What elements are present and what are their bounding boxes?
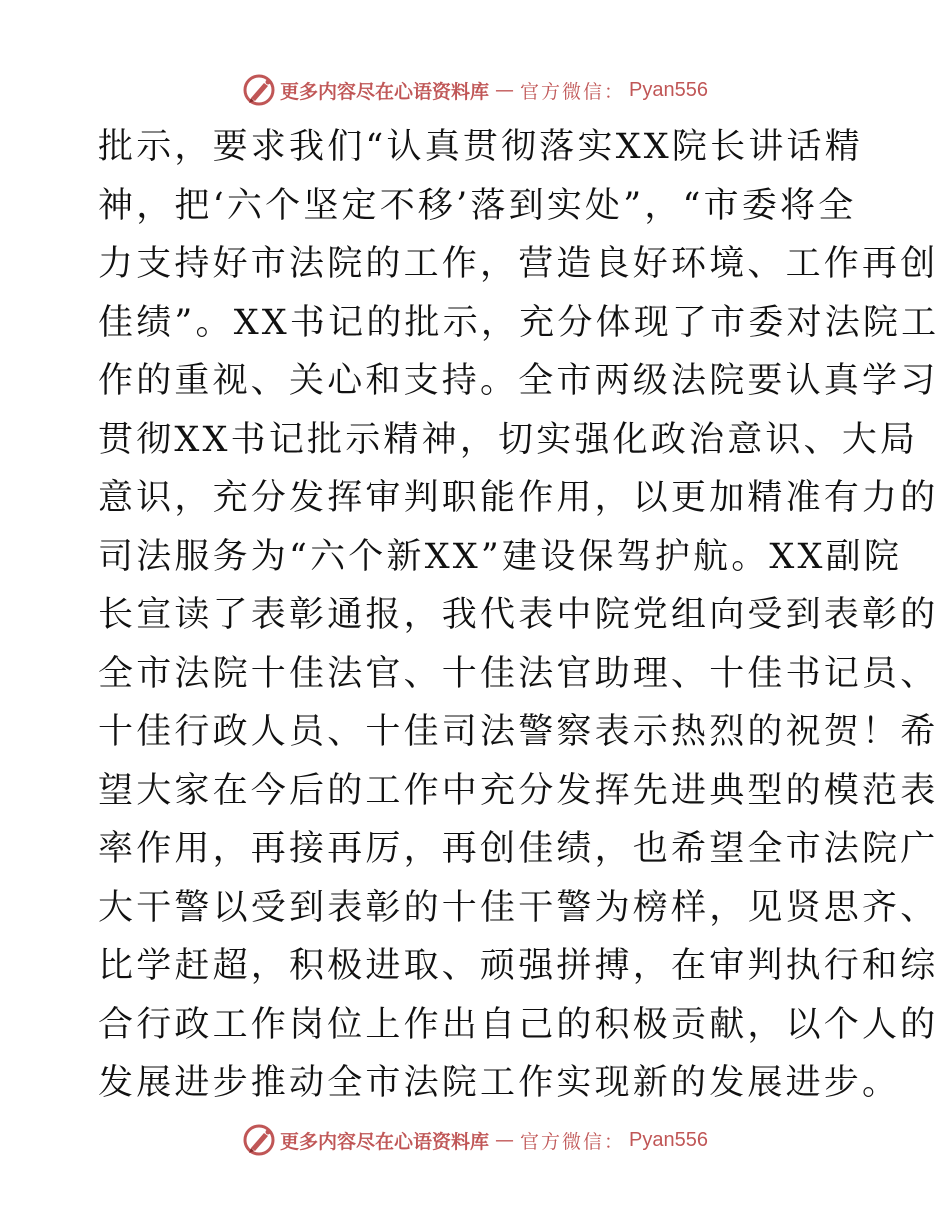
text-line: 率作用，再接再厉，再创佳绩，也希望全市法院广: [98, 829, 939, 869]
text-line: 合行政工作岗位上作出自己的积极贡献，以个人的: [98, 1004, 939, 1045]
text-line: 作的重视、关心和支持。全市两级法院要认真学习: [98, 361, 939, 401]
pen-circle-logo-icon: [242, 1123, 276, 1157]
watermark-separator: —: [495, 1129, 515, 1151]
text-line: 望大家在今后的工作中充分发挥先进典型的模范表: [98, 770, 939, 811]
text-line: 大干警以受到表彰的十佳干警为榜样，见贤思齐、: [98, 887, 939, 928]
watermark-wechat-id: Pyan556: [629, 78, 708, 101]
text-line: 全市法院十佳法官、十佳法官助理、十佳书记员、: [98, 653, 939, 694]
header-watermark: [0, 72, 950, 108]
watermark-wechat-label: 官方微信：: [520, 1130, 626, 1153]
text-line: 司法服务为“六个新XX”建设保驾护航。XX副院: [98, 536, 903, 577]
text-line: 神，把‘六个坚定不移’落到实处”，“市委将全: [98, 185, 857, 226]
watermark-text: 更多内容尽在心语资料库: [280, 80, 490, 103]
text-line: 比学赶超，积极进取、顽强拼搏，在审判执行和综: [98, 946, 939, 986]
text-line: 发展进步推动全市法院工作实现新的发展进步。: [98, 1063, 901, 1103]
text-line: 意识，充分发挥审判职能作用，以更加精准有力的: [98, 478, 939, 518]
watermark-wechat-id: Pyan556: [629, 1128, 708, 1151]
text-line: 贯彻XX书记批示精神，切实强化政治意识、大局: [98, 419, 919, 460]
text-line: 批示，要求我们“认真贯彻落实XX院长讲话精: [98, 127, 863, 167]
watermark-wechat-label: 官方微信：: [520, 80, 626, 103]
text-line: 佳绩”。XX书记的批示，充分体现了市委对法院工: [98, 302, 940, 343]
watermark-separator: —: [495, 79, 515, 101]
watermark-text: 更多内容尽在心语资料库: [280, 1130, 490, 1153]
text-line: 十佳行政人员、十佳司法警察表示热烈的祝贺！希: [98, 712, 939, 752]
pen-circle-logo-icon: [242, 73, 276, 107]
text-line: 长宣读了表彰通报，我代表中院党组向受到表彰的: [98, 595, 939, 635]
footer-watermark: [0, 1122, 950, 1158]
text-line: 力支持好市法院的工作，营造良好环境、工作再创: [98, 244, 939, 284]
document-body: [98, 118, 940, 1113]
